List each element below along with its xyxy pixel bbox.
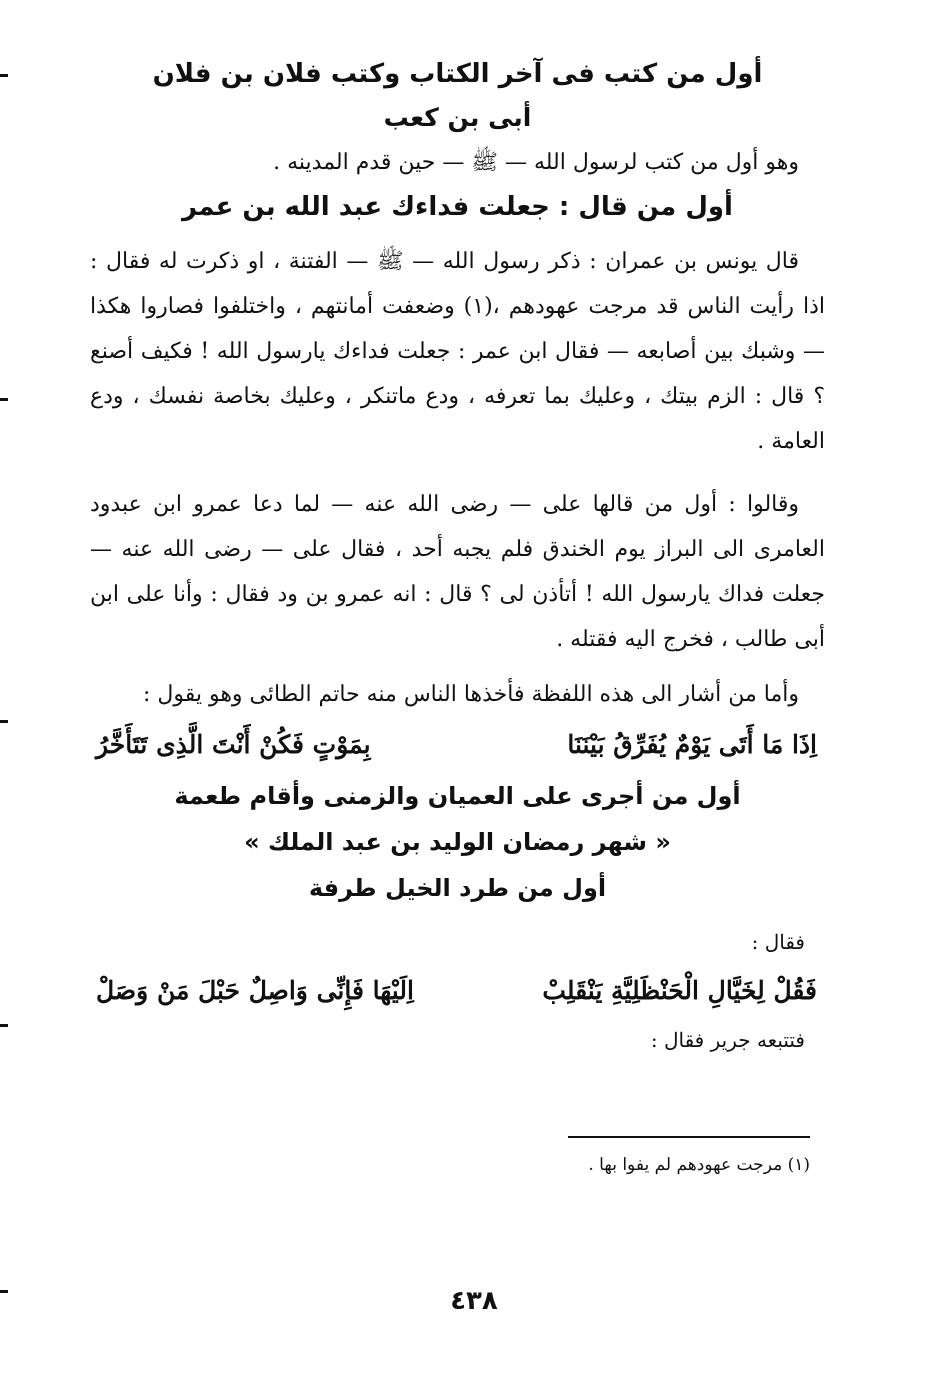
section-heading-name: أبى بن كعب	[383, 103, 532, 132]
poem-hatim-hemistich-2: بِمَوْتٍ فَكُنْ أَنْتَ الَّذِى تَتَأَخَّرُ	[96, 730, 371, 759]
margin-mark	[0, 1024, 8, 1027]
poem-hatim-hemistich-1: اِذَا مَا أَتَى يَوْمٌ يُفَرِّقُ بَيْنَنَا	[567, 730, 817, 759]
paragraph-hatim: وأما من أشار الى هذه اللفظة فأخذها الناس منه حاتم الطائى وهو يقول :	[142, 682, 799, 707]
section-heading-tarafa: أول من طرد الخيل طرفة	[308, 874, 607, 902]
paragraph-ali: وقالوا : أول من قالها على — رضى الله عنه — لما دعا عمرو ابن عبدود العامرى الى البراز يوم الخندق فلم يجبه أحد ، فقال على — رضى الله عنه — جعلت فداك يارسول الله ! أتأذن لى ؟ قال : انه عمرو بن ود فقال : وأنا على ابن أبى طالب ، فخرج اليه فقتله .	[90, 492, 825, 652]
margin-mark	[0, 398, 8, 401]
margin-mark	[0, 1290, 8, 1293]
footnote-rule	[568, 1136, 810, 1138]
page-body	[90, 52, 825, 1061]
poem-tarafa-hemistich-1: فَقُلْ لِخَيَّالِ الْحَنْظَلِيَّةِ يَنْقَلِبْ	[542, 976, 817, 1005]
poem-hatim	[90, 717, 825, 773]
paragraph-ubayy: وهو أول من كتب لرسول الله — ﷺ — حين قدم المدينه .	[273, 150, 799, 175]
footnote: (١) مرجت عهودهم لم يفوا بها .	[588, 1155, 810, 1175]
poem-tarafa-hemistich-2: اِلَيْهَا فَإِنِّى وَاصِلٌ حَبْلَ مَنْ وَصَلْ	[96, 976, 414, 1005]
section-heading-walid: « شهر رمضان الوليد بن عبد الملك »	[244, 828, 671, 856]
page-number: ٤٣٨	[450, 1286, 498, 1316]
margin-mark	[0, 74, 8, 77]
margin-mark	[0, 720, 8, 723]
text-jarir: فتتبعه جرير فقال :	[650, 1028, 805, 1052]
section-heading-jualtu-fidaak: أول من قال : جعلت فداءك عبد الله بن عمر	[182, 192, 733, 222]
poem-tarafa	[90, 963, 825, 1019]
section-heading-first-writer: أول من كتب فى آخر الكتاب وكتب فلان بن فلان	[152, 59, 763, 89]
paragraph-yunus: قال يونس بن عمران : ذكر رسول الله — ﷺ — الفتنة ، او ذكرت له فقال : اذا رأيت الناس قد مرجت عهودهم ،(١) وضعفت أمانتهم ، واختلفوا فصاروا هكذا — وشبك بين أصابعه — فقال ابن عمر : جعلت فداءك يارسول الله ! فكيف أصنع ؟ قال : الزم بيتك ، وعليك بما تعرفه ، ودع ماتنكر ، وعليك بخاصة نفسك ، ودع العامة .	[90, 249, 825, 454]
section-heading-blind-provision: أول من أجرى على العميان والزمنى وأقام طعمة	[174, 782, 741, 810]
text-faqal: فقال :	[751, 930, 805, 954]
